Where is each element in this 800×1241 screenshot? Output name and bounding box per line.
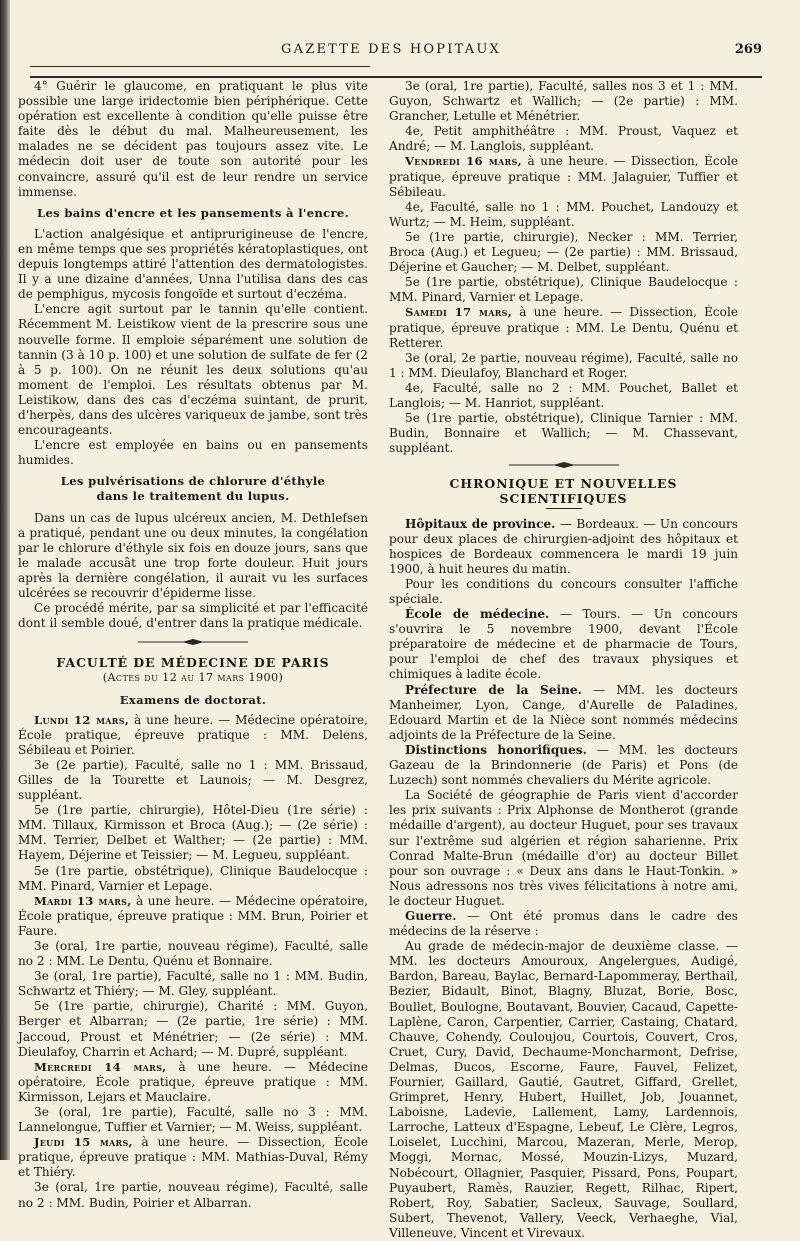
societe-geographie-paragraph: La Société de géographie de Paris vient d'accorder les prix suivants : Prix Alphonse de Montherot (grande médaille d'argent), au docteur Huguet, pour ses travaux sur l'extrême sud algérien et région saharienne. Prix Conrad Malte-Brun (médaille d'or) au docteur Billet pour son ouvrage : « Deux ans dans le Haut-Tonkin. » Nous adressons nos très vives félicitations à notre ami, le docteur Huguet. — [389, 788, 738, 908]
distinctions-text: — MM. les docteurs Gazeau de la Brindonnerie (de Paris) et Pons (de Luzech) sont nommés chevaliers du Mérite agricole. — [389, 742, 739, 788]
mercredi-entry — [18, 1060, 368, 1105]
pulverisations-paragraph-1: Dans un cas de lupus ulcéreux ancien, M. Dethlefsen a pratiqué, pendant une ou deux minutes, la congélation par le chlorure d'éthyle six fois en douze jours, sans que le malade accusât une trop forte douleur. Huit jours après la dernière congélation, il aurait vu les surfaces ulcérées se recouvrir d'épiderme lisse. — [18, 510, 368, 600]
jeudi-entry — [18, 1135, 368, 1180]
ecole-text: — Tours. — Un concours s'ouvrira le 5 novembre 1900, devant l'École préparatoire de médecine et de pharmacie de Tours, pour l'emploi de chef des travaux physiques et chimiques à ladite école. — [389, 607, 738, 682]
glaucome-paragraph: 4° Guérir le glaucome, en pratiquant le plus vite possible une large iridectomie bien périphérique. Cette opération est excellente à condition qu'elle puisse être faite dès le début du mal. Malheureusement, les malades ne se décident pas toujours assez vite. Le médecin doit user de toute son autorité pour les convaincre, assuré qu'il est de leur rendre un service immense. — [18, 79, 368, 199]
page-number: 269 — [734, 42, 762, 57]
page-header — [20, 42, 762, 64]
lundi-text: à une heure. — Médecine opératoire, École pratique, épreuve pratique : MM. Delens, Sébileau et Poirier. — [18, 712, 368, 757]
lundi-item-3: 5e (1re partie, obstétrique), Clinique Baudelocque : MM. Pinard, Varnier et Lepage. — [18, 863, 368, 893]
ecole-lead: École de médecine. — [405, 607, 550, 622]
jeudi-date: Jeudi 15 mars, — [34, 1135, 133, 1150]
vendredi-text: à une heure. — Dissection, École pratique, épreuve pratique : MM. Jalaguier, Tuffier et Sébileau. — [389, 154, 738, 199]
samedi-text: à une heure. — Dissection, École pratique, épreuve pratique : MM. Le Dentu, Quénu et Retterer. — [389, 305, 738, 350]
vendredi-entry — [389, 154, 738, 199]
jeudi-item-3: 4e, Petit amphithéâtre : MM. Proust, Vaquez et André; — M. Langlois, suppléant. — [389, 124, 738, 154]
distinctions-lead: Distinctions honorifiques. — [405, 742, 587, 757]
journal-title: GAZETTE DES HOPITAUX — [281, 42, 501, 57]
mardi-item-2: 3e (oral, 1re partie), Faculté, salle no 1 : MM. Budin, Schwartz et Thiéry; — M. Gley, suppléant. — [18, 969, 368, 999]
jeudi-item-1: 3e (oral, 1re partie, nouveau régime), Faculté, salle no 2 : MM. Budin, Poirier et Albarran. — [18, 1180, 368, 1210]
guerre-text: — Ont été promus dans le cadre des médecins de la réserve : — [389, 908, 738, 939]
vendredi-item-2: 5e (1re partie, chirurgie), Necker : MM. Terrier, Broca (Aug.) et Legueu; — (2e partie) : MM. Brissaud, Déjerine et Gaucher; — M. Delbet, suppléant. — [389, 229, 738, 275]
header-rule — [30, 76, 762, 78]
guerre-lead: Guerre. — [405, 908, 457, 923]
jeudi-text: à une heure. — Dissection, École pratique, épreuve pratique : MM. Mathias-Duval, Rémy et Thiéry. — [18, 1135, 368, 1180]
encre-paragraph-1: L'action analgésique et antiprurigineuse de l'encre, en même temps que ses propriétés kératoplastiques, ont depuis longtemps attiré l'attention des dermatologistes. Il y a une dizaine d'années, Unna l'utilisa dans des cas de pemphigus, mycosis fongoïde et surtout d'eczéma. — [18, 226, 368, 302]
mercredi-text: à une heure. — Médecine opératoire, École pratique, épreuve pratique : MM. Kirmisson, Lejars et Mauclaire. — [18, 1059, 368, 1104]
mardi-item-1: 3e (oral, 1re partie, nouveau régime), Faculté, salle no 2 : MM. Le Dentu, Quénu et Bonnaire. — [18, 938, 368, 969]
vendredi-date: Vendredi 16 mars, — [405, 154, 522, 169]
hopitaux-paragraph — [389, 517, 738, 577]
prefecture-paragraph — [389, 683, 738, 743]
prefecture-text: — MM. les docteurs Manheimer, Lyon, Cange, d'Aurelle de Paladines, Edouard Martin et de la Nièce sont nommés médecins adjoints de la Préfecture de la Seine. — [389, 682, 738, 742]
pulverisations-heading-line2: dans le traitement du lupus. — [96, 489, 290, 504]
header-rule-short — [30, 66, 370, 67]
samedi-entry — [389, 305, 738, 350]
ecole-paragraph — [389, 607, 738, 682]
encre-paragraph-2: L'encre agit surtout par le tannin qu'elle contient. Récemment M. Leistikow vient de la prescrire sous une nouvelle forme. Il emploie séparément une solution de tannin (3 à 10 p. 100) et une solution de sulfate de fer (2 à 5 p. 100). On ne réunit les deux solutions qu'au moment de l'emploi. Les résultats obtenus par M. Leistikow, dans des cas d'eczéma suintant, de prurit, d'herpès, dans des ulcères variqueux de jambe, sont très encourageants. — [18, 302, 368, 438]
mardi-entry — [18, 894, 368, 939]
lundi-date: Lundi 12 mars, — [34, 712, 130, 727]
vendredi-item-1: 4e, Faculté, salle no 1 : MM. Pouchet, Landouzy et Wurtz; — M. Heim, suppléant. — [389, 199, 738, 229]
samedi-item-3: 5e (1re partie, obstétrique), Clinique Tarnier : MM. Budin, Bonnaire et Wallich; — M. Chassevant, suppléant. — [389, 411, 738, 456]
hopitaux-text: — Bordeaux. — Un concours pour deux places de chirurgien-adjoint des hôpitaux et hospices de Bordeaux commencera le mardi 19 juin 1900, à huit heures du matin. — [389, 516, 739, 576]
guerre-paragraph — [389, 909, 738, 939]
mardi-text: à une heure. — Médecine opératoire, École pratique, épreuve pratique : MM. Brun, Poirier et Faure. — [18, 893, 368, 938]
chronique-heading: CHRONIQUE ET NOUVELLES SCIENTIFIQUES — [449, 476, 678, 507]
hopitaux-lead: Hôpitaux de province. — [405, 516, 556, 531]
grade-paragraph: Au grade de médecin-major de deuxième classe. — MM. les docteurs Amouroux, Angelergues, Audigé, Bardon, Bareau, Baylac, Bernard-Lapommeray, Berthail, Bezier, Bidault, Binot, Blagny, Bluzat, Borie, Bosc, Boullet, Boulogne, Boutavant, Bouvier, Cacaud, Capette-Laplène, Caron, Carpentier, Carrier, Castaing, Chatard, Chauve, Cohendy, Couloujou, Courtois, Couvert, Cros, Cruet, Cury, David, Dechaume-Moncharmont, Defrise, Delmas, Ducos, Escorne, Faure, Fauvel, Felizet, Fournier, Gaillard, Gautié, Gautret, Giffard, Grellet, Grimpret, Henry, Hubert, Huillet, Job, Jouannet, Laboisne, Ladevie, Lallement, Lamy, Lardennois, Larroche, Latteux d'Espagne, Lebeuf, Le Clère, Legros, Loiselet, Lucchini, Marcou, Mazeran, Merle, Merop, Moggi, Mornac, Mossé, Mouzin-Lizys, Muzard, Nobécourt, Ollagnier, Pasquier, Pissard, Pons, Poupart, Puyaubert, Ramès, Rauzier, Regett, Rilhac, Ripert, Robert, Roy, Sabatier, Sacleux, Sauvage, Soullard, Subert, Thevenot, Vallery, Veeck, Verhaeghe, Vial, Villeneuve, Vincent et Virevaux. — [389, 939, 738, 1240]
left-column — [18, 79, 368, 1211]
samedi-item-1: 3e (oral, 2e partie, nouveau régime), Faculté, salle no 1 : MM. Dieulafoy, Blanchard et Roger. — [389, 350, 738, 380]
faculte-subheading: (Actes du 12 au 17 mars 1900) — [102, 671, 284, 685]
samedi-item-2: 4e, Faculté, salle no 2 : MM. Pouchet, Ballet et Langlois; — M. Hanriot, suppléant. — [389, 380, 738, 410]
distinctions-paragraph — [389, 743, 738, 788]
lundi-entry — [18, 713, 368, 758]
faculte-heading: FACULTÉ DE MÉDECINE DE PARIS — [56, 655, 330, 671]
mardi-date: Mardi 13 mars, — [34, 893, 132, 908]
prefecture-lead: Préfecture de la Seine. — [405, 682, 582, 697]
lundi-item-1: 3e (2e partie), Faculté, salle no 1 : MM. Brissaud, Gilles de la Tourette et Launois; — M. Desgrez, suppléant. — [18, 757, 368, 803]
pulverisations-heading-line1: Les pulvérisations de chlorure d'éthyle — [60, 474, 326, 489]
mercredi-date: Mercredi 14 mars, — [34, 1059, 167, 1074]
mardi-item-3: 5e (1re partie, chirurgie), Charité : MM. Guyon, Berger et Albarran; — (2e partie, 1re série) : MM. Jaccoud, Proust et Ménétrier; — (2e série) : MM. Dieulafoy, Charrin et Achard; — M. Dupré, suppléant. — [18, 999, 368, 1059]
encre-heading: Les bains d'encre et les pansements à l'encre. — [37, 205, 349, 220]
samedi-date: Samedi 17 mars, — [405, 305, 513, 320]
vendredi-item-3: 5e (1re partie, obstétrique), Clinique Baudelocque : MM. Pinard, Varnier et Lepage. — [389, 275, 738, 305]
jeudi-item-2: 3e (oral, 1re partie), Faculté, salles nos 3 et 1 : MM. Guyon, Schwartz et Wallich; — (2e partie) : MM. Grancher, Letulle et Ménétrier. — [389, 79, 738, 124]
examens-heading: Examens de doctorat. — [119, 693, 267, 708]
lundi-item-2: 5e (1re partie, chirurgie), Hôtel-Dieu (1re série) : MM. Tillaux, Kirmisson et Broca (Aug.); — (2e série) : MM. Terrier, Delbet et Walther; — (2e partie) : MM. Hayem, Déjerine et Teissier; — M. Legueu, suppléant. — [18, 803, 368, 863]
pulverisations-paragraph-2: Ce procédé mérite, par sa simplicité et par l'efficacité dont il semble doué, d'entrer dans la pratique médicale. — [18, 601, 368, 631]
page-binding-edge — [0, 0, 10, 1160]
mercredi-item-1: 3e (oral, 1re partie), Faculté, salle no 3 : MM. Lannelongue, Tuffier et Varnier; — M. Weiss, suppléant. — [18, 1105, 368, 1135]
right-column — [389, 79, 738, 1241]
encre-paragraph-3: L'encre est employée en bains ou en pansements humides. — [18, 438, 368, 468]
hopitaux-paragraph-2: Pour les conditions du concours consulter l'affiche spéciale. — [389, 576, 738, 606]
